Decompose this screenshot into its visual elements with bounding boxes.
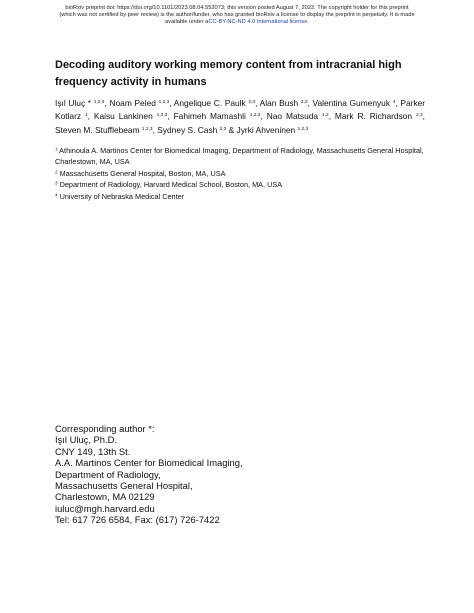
author: [237, 125, 309, 135]
author-affiliation-marker: 1,2,3: [93, 100, 105, 105]
author-name: Alan Bush: [259, 98, 299, 108]
author: [174, 111, 261, 121]
author-affiliation-marker: 2,3: [219, 126, 227, 132]
author: [313, 98, 396, 108]
author: [55, 98, 104, 108]
author: [260, 98, 308, 108]
author-name: Noam Peled: [109, 98, 156, 108]
author-name: Işıl Uluç *: [55, 98, 92, 108]
affiliation: [55, 146, 430, 167]
affiliation-text: Athinoula A. Martinos Center for Biomedical Imaging, Department of Radiology, Massachusetts General Hospital, Charlestown, MA, USA: [55, 146, 424, 166]
author-affiliation-marker: 1,2,3: [141, 126, 153, 132]
header-line-3: [10, 19, 464, 26]
license-link[interactable]: CC-BY-NC-ND 4.0 International license: [208, 19, 308, 25]
author: [335, 111, 423, 121]
affiliation-text: University of Nebraska Medical Center: [57, 192, 185, 202]
author-name: Sydney S. Cash: [157, 124, 218, 135]
author: [157, 125, 226, 135]
author-affiliation-marker: 1,2,3: [249, 113, 261, 119]
author-affiliation-marker: 4: [392, 100, 396, 105]
author-name: Nao Matsuda: [266, 111, 319, 122]
affiliation-text: Massachusetts General Hospital, Boston, MA, USA: [57, 168, 226, 178]
corresponding-line: Tel: 617 726 6584, Fax: (617) 726-7422: [55, 514, 220, 526]
affiliation-text: Department of Radiology, Harvard Medical School, Boston, MA, USA: [57, 180, 283, 190]
header-line-3-suffix: .: [307, 19, 309, 25]
author: [109, 98, 169, 108]
author-affiliation-marker: 1,2,3: [156, 113, 168, 119]
affiliation: [55, 169, 430, 180]
author-affiliation-marker: 2,3: [248, 100, 256, 105]
author-name: Steven M. Stufflebeam: [55, 124, 140, 135]
author: [94, 111, 167, 121]
corresponding-line: Charlestown, MA 02129: [55, 491, 155, 503]
corresponding-line: Department of Radiology,: [55, 468, 161, 480]
affiliation-number: 1: [55, 146, 58, 152]
author-affiliation-marker: 1: [84, 113, 88, 119]
author-name: Parker Kotlarz: [55, 98, 426, 122]
corresponding-line: A.A. Martinos Center for Biomedical Imaging,: [55, 457, 243, 469]
header-line-1: bioRxiv preprint doi: https://doi.org/10.1101/2023.08.04.552073; this version posted August 7, 2023. The copyright holder for this preprint: [65, 5, 409, 11]
author: [267, 111, 329, 121]
affiliation: [55, 192, 430, 203]
author-name: Fahimeh Mamashli: [173, 111, 246, 122]
corresponding-email[interactable]: iuluc@mgh.harvard.edu: [55, 502, 155, 514]
author: [55, 125, 153, 135]
header-line-2: (which was not certified by peer review) is the author/funder, who has granted bioRxiv a license to display the preprint in perpetuity. It is made: [59, 12, 415, 18]
author-name: Jyrki Ahveninen: [236, 124, 296, 135]
paper-title: Decoding auditory working memory content from intracranial high frequency activity in humans: [55, 59, 402, 88]
author: [174, 98, 255, 108]
affiliation: [55, 180, 430, 191]
corresponding-line: CNY 149, 13th St.: [55, 445, 131, 457]
author-affiliation-marker: 1,2: [322, 113, 329, 119]
affiliation-number: 2: [55, 169, 58, 175]
author-name: Angelique C. Paulk: [173, 98, 246, 108]
affiliation-list: [55, 146, 430, 204]
author-affiliation-marker: 2,3: [416, 113, 423, 119]
corresponding-heading: Corresponding author *:: [55, 423, 155, 434]
corresponding-author-block: [55, 423, 355, 526]
header-line-3-prefix: available under a: [165, 19, 209, 25]
author-name: Kaisu Lankinen: [93, 111, 153, 122]
author-affiliation-marker: 2,3: [300, 100, 308, 105]
preprint-header: [10, 5, 464, 26]
author-name: Valentina Gumenyuk: [312, 98, 391, 108]
affiliation-number: 3: [55, 180, 58, 186]
corresponding-line: Işıl Uluç, Ph.D.: [55, 434, 117, 446]
author-name: Mark R. Richardson: [334, 111, 413, 122]
author-affiliation-marker: 1,2,3: [158, 100, 170, 105]
affiliation-number: 4: [55, 192, 58, 198]
corresponding-line: Massachusetts General Hospital,: [55, 480, 193, 492]
author-list: Işıl Uluç * $^{1,2,3}$, Noam Peled $^{1,2,3}$, Angelique C. Paulk $^{2,3}$, Alan Bush $^{2,3}$, Valentina Gumenyuk $^4$, Parker Kotlarz $^1$, Kaisu Lankinen $^{1,2,3}$, Fahimeh Mamashli $^{1,2,3}$, Nao Matsuda $^{1,2}$, Mark R. Richardson $^{2,3}$, Steven M. Stufflebeam $^{1,2,3}$, Sydney S. Cash $^{2,3}$ & Jyrki Ahveninen $^{1,2,3}$: [55, 98, 426, 135]
author-affiliation-marker: 1,2,3: [297, 126, 309, 132]
